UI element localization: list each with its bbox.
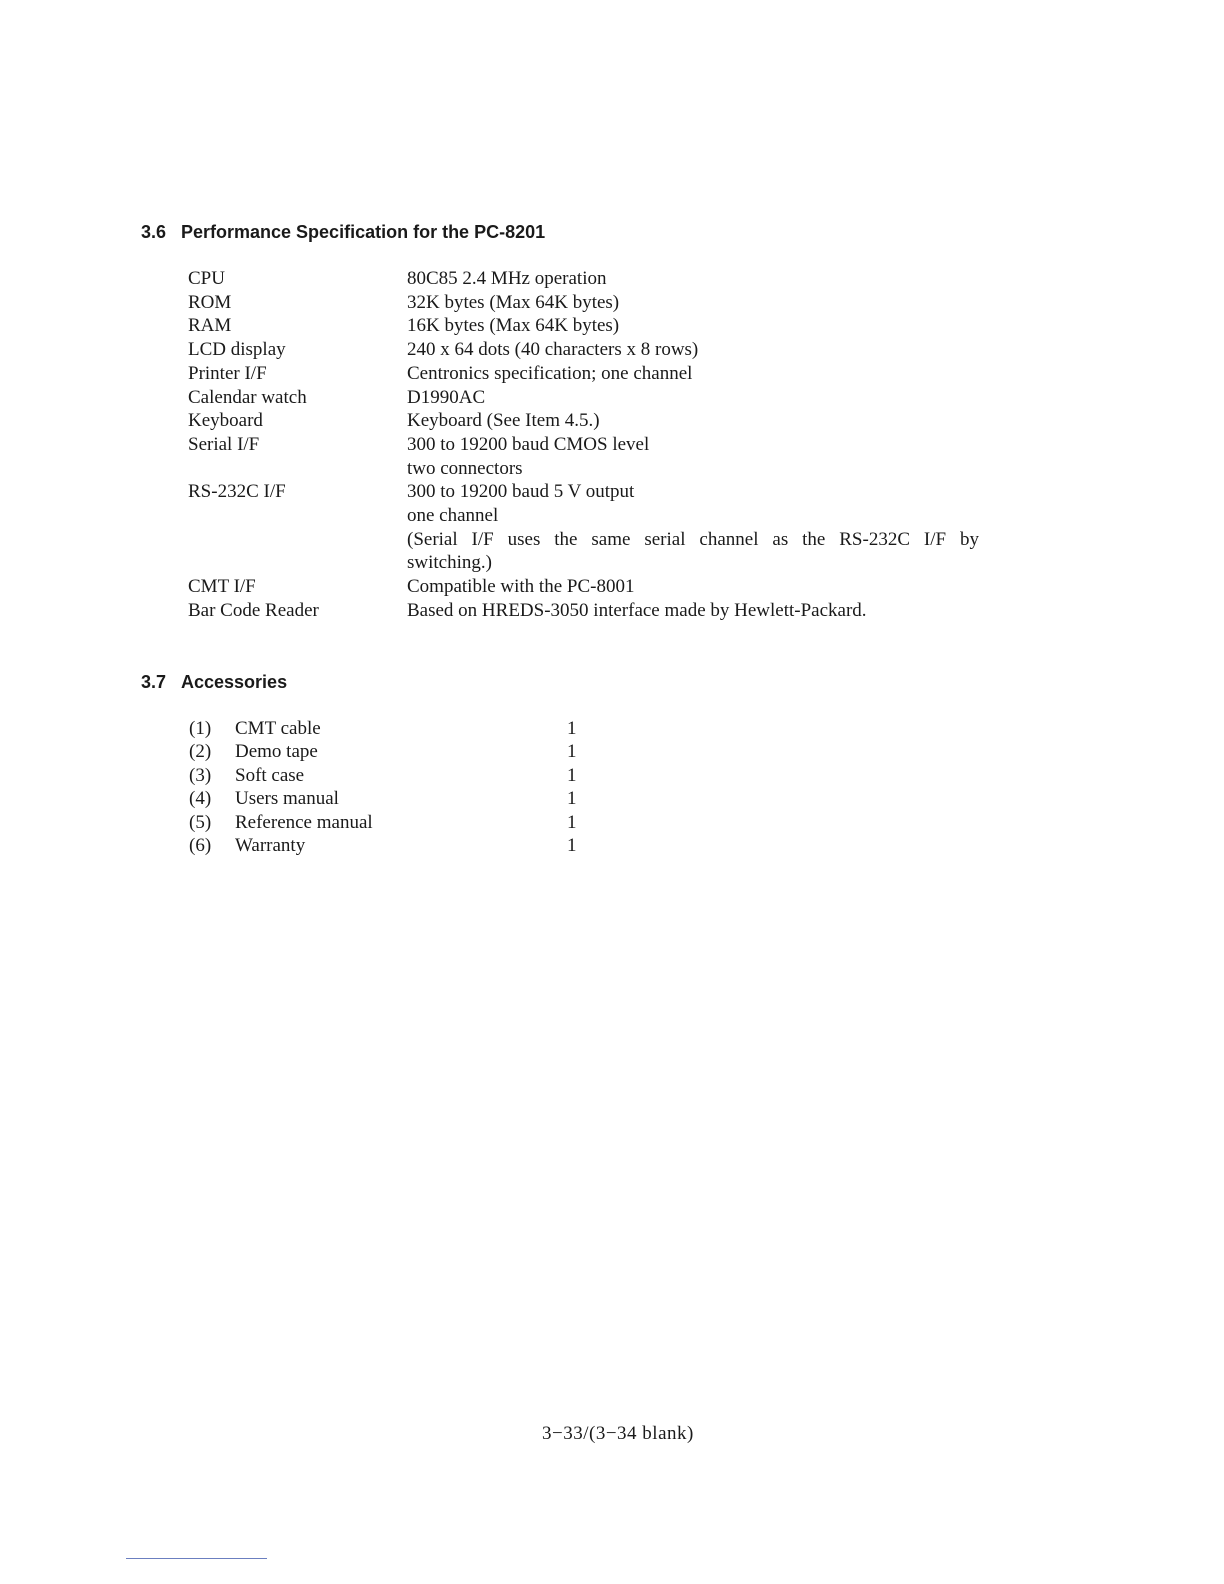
spec-label: Printer I/F [188, 362, 267, 384]
accessory-number: (5) [189, 811, 212, 833]
spec-row [188, 386, 1018, 410]
spec-value-line: D1990AC [407, 386, 486, 408]
spec-row [188, 599, 1018, 623]
page-number: 3−33/(3−34 blank) [542, 1423, 694, 1444]
accessory-name: Reference manual [235, 811, 373, 833]
spec-value [407, 433, 1018, 480]
spec-value-line: 240 x 64 dots (40 characters x 8 rows) [407, 339, 699, 361]
spec-value [407, 599, 1018, 623]
spec-value-line: 300 to 19200 baud CMOS level [407, 433, 650, 455]
spec-value [407, 480, 1018, 575]
accessory-name: Warranty [235, 835, 306, 857]
spec-row [188, 480, 1018, 575]
accessory-item [189, 787, 589, 810]
spec-label: ROM [188, 291, 232, 313]
accessory-quantity: 1 [567, 835, 577, 857]
spec-value [407, 267, 1018, 291]
accessory-item [189, 811, 589, 834]
spec-value-line: one channel [407, 505, 499, 527]
accessory-item [189, 717, 589, 740]
accessory-item [189, 740, 589, 763]
accessory-name: Demo tape [235, 741, 318, 763]
accessory-number: (2) [189, 741, 212, 763]
spec-value-line: 16K bytes (Max 64K bytes) [407, 315, 620, 337]
section-title: Accessories [181, 672, 288, 692]
spec-value-line: 300 to 19200 baud 5 V output [407, 481, 635, 503]
section-number: 3.7 [141, 672, 167, 692]
accessory-quantity: 1 [567, 718, 577, 739]
accessory-quantity: 1 [567, 741, 577, 763]
spec-label: LCD display [188, 339, 286, 361]
section-heading-3-7 [141, 670, 287, 694]
spec-value [407, 575, 1018, 599]
spec-label: CPU [188, 268, 225, 289]
accessory-number: (3) [189, 764, 212, 786]
accessory-number: (4) [189, 788, 212, 810]
spec-value [407, 314, 1018, 338]
spec-value-line: Based on HREDS-3050 interface made by Hewlett-Packard. [407, 599, 867, 621]
spec-row [188, 314, 1018, 338]
spec-value-line: Keyboard (See Item 4.5.) [407, 410, 600, 432]
spec-value-line: two connectors [407, 457, 523, 479]
section-title: Performance Specification for the PC-8201 [181, 222, 546, 242]
spec-value [407, 362, 1018, 386]
spec-row [188, 291, 1018, 315]
spec-label: Bar Code Reader [188, 599, 319, 621]
accessory-number: (6) [189, 835, 212, 857]
spec-row [188, 409, 1018, 433]
spec-value-line: Centronics specification; one channel [407, 362, 693, 384]
accessory-quantity: 1 [567, 788, 577, 810]
spec-label: Keyboard [188, 410, 263, 432]
spec-value-line: 32K bytes (Max 64K bytes) [407, 291, 620, 313]
accessory-quantity: 1 [567, 811, 577, 833]
accessory-name: CMT cable [235, 718, 321, 739]
spec-value [407, 409, 1018, 433]
spec-value [407, 386, 1018, 410]
spec-row [188, 575, 1018, 599]
spec-row [188, 362, 1018, 386]
spec-label: Serial I/F [188, 433, 260, 455]
bottom-divider [126, 1558, 267, 1559]
accessory-name: Soft case [235, 764, 305, 786]
spec-value [407, 291, 1018, 315]
spec-row [188, 267, 1018, 291]
section-heading-3-6 [141, 220, 545, 244]
accessory-item [189, 834, 589, 857]
spec-row [188, 433, 1018, 480]
accessory-quantity: 1 [567, 764, 577, 786]
spec-value-line: switching.) [407, 552, 492, 574]
performance-spec-list [188, 267, 1018, 623]
accessory-name: Users manual [235, 788, 339, 810]
spec-value-line: 80C85 2.4 MHz operation [407, 268, 607, 289]
spec-value-line: (Serial I/F uses the same serial channel as the RS-232C I/F by [407, 528, 979, 550]
accessory-item [189, 764, 589, 787]
accessories-list [189, 717, 589, 857]
spec-value-line: Compatible with the PC-8001 [407, 576, 635, 598]
spec-label: Calendar watch [188, 386, 307, 408]
section-number: 3.6 [141, 222, 167, 242]
spec-label: CMT I/F [188, 576, 256, 598]
spec-label: RAM [188, 315, 232, 337]
spec-label: RS-232C I/F [188, 481, 286, 503]
spec-value [407, 338, 1018, 362]
accessory-number: (1) [189, 718, 212, 739]
spec-row [188, 338, 1018, 362]
